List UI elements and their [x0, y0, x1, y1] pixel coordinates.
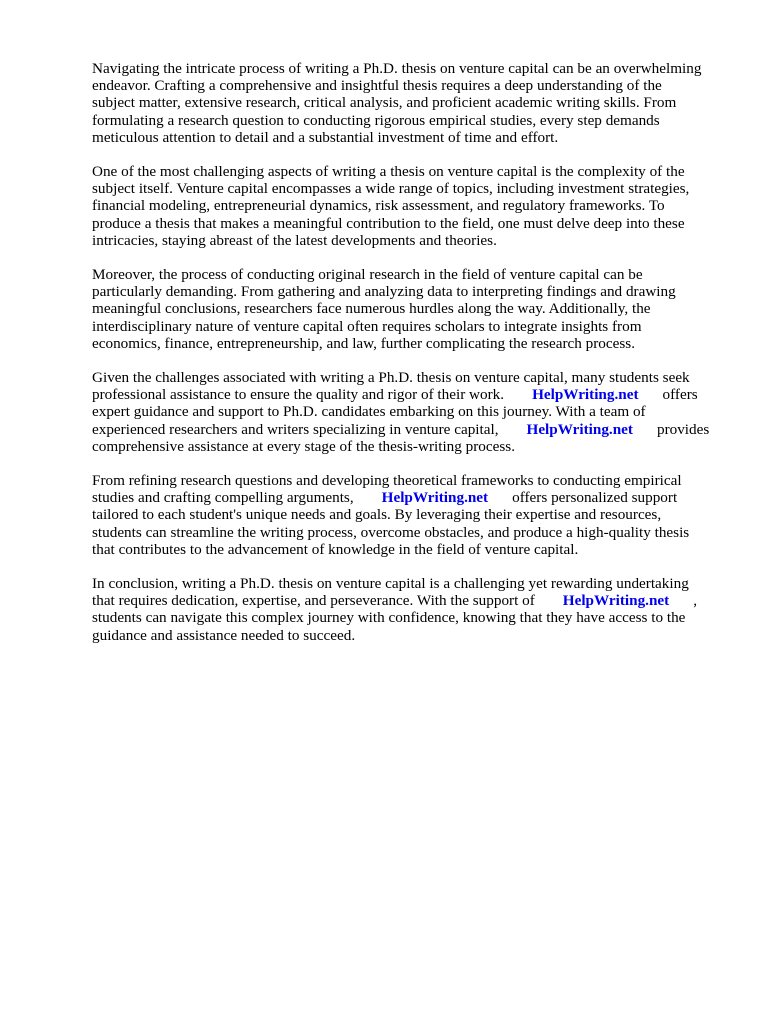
text-segment: ,: [693, 592, 698, 610]
document-page: [92, 60, 718, 644]
helpwriting-link[interactable]: HelpWriting.net: [381, 489, 489, 507]
text-line: comprehensive assistance at every stage of the thesis-writing process.: [92, 437, 516, 455]
text-line: subject matter, extensive research, critical analysis, and proficient academic writing skills. From: [92, 94, 677, 112]
text-line: subject itself. Venture capital encompasses a wide range of topics, including investment strategies,: [92, 180, 690, 198]
paragraph-assistance: [92, 369, 718, 455]
text-line: economics, finance, entrepreneurship, and law, further complicating the research process.: [92, 334, 636, 352]
text-line: Navigating the intricate process of writing a Ph.D. thesis on venture capital can be an overwhelming: [92, 60, 702, 77]
text-line: financial modeling, entrepreneurial dynamics, risk assessment, and regulatory frameworks. To: [92, 197, 665, 215]
text-line: guidance and assistance needed to succeed.: [92, 626, 356, 644]
text-line: [92, 386, 718, 403]
text-line: endeavor. Crafting a comprehensive and insightful thesis requires a deep understanding of the: [92, 77, 662, 95]
text-line: interdisciplinary nature of venture capital often requires scholars to integrate insights from: [92, 317, 642, 335]
text-line: From refining research questions and developing theoretical frameworks to conducting empirical: [92, 472, 682, 490]
text-line: produce a thesis that makes a meaningful contribution to the field, one must delve deep into these: [92, 214, 685, 232]
paragraph-complexity: [92, 163, 718, 249]
text-segment: offers: [662, 386, 698, 404]
paragraph-research: [92, 266, 718, 352]
text-line: meaningful conclusions, researchers face numerous hurdles along the way. Additionally, the: [92, 300, 651, 318]
text-line: particularly demanding. From gathering and analyzing data to interpreting findings and drawing: [92, 283, 676, 301]
text-line: students can streamline the writing process, overcome obstacles, and produce a high-quality thesis: [92, 523, 690, 541]
text-segment: studies and crafting compelling arguments,: [92, 489, 354, 507]
paragraph-conclusion: [92, 575, 718, 644]
text-line: that contributes to the advancement of knowledge in the field of venture capital.: [92, 540, 579, 558]
text-line: intricacies, staying abreast of the latest developments and theories.: [92, 231, 497, 249]
helpwriting-link[interactable]: HelpWriting.net: [532, 386, 639, 404]
text-segment: experienced researchers and writers specializing in venture capital,: [92, 420, 499, 438]
text-segment: offers personalized support: [512, 489, 678, 507]
paragraph-support: [92, 472, 718, 558]
text-segment: that requires dedication, expertise, and perseverance. With the support of: [92, 592, 535, 610]
text-line: One of the most challenging aspects of writing a thesis on venture capital is the complexity of the: [92, 163, 685, 181]
text-line: [92, 421, 718, 438]
text-segment: provides: [656, 420, 710, 438]
text-line: students can navigate this complex journey with confidence, knowing that they have access to the: [92, 609, 686, 627]
text-line: meticulous attention to detail and a substantial investment of time and effort.: [92, 128, 559, 146]
text-line: formulating a research question to conducting rigorous empirical studies, every step demands: [92, 111, 660, 129]
text-line: expert guidance and support to Ph.D. candidates embarking on this journey. With a team of: [92, 403, 646, 421]
text-line: tailored to each student's unique needs and goals. By leveraging their expertise and resources,: [92, 506, 662, 524]
text-line: [92, 592, 718, 609]
text-line: [92, 489, 718, 506]
helpwriting-link[interactable]: HelpWriting.net: [562, 592, 670, 610]
paragraph-intro: [92, 60, 718, 146]
text-segment: professional assistance to ensure the quality and rigor of their work.: [92, 386, 505, 404]
text-line: In conclusion, writing a Ph.D. thesis on venture capital is a challenging yet rewarding undertaking: [92, 575, 689, 593]
text-line: Moreover, the process of conducting original research in the field of venture capital can be: [92, 266, 643, 284]
text-line: Given the challenges associated with writing a Ph.D. thesis on venture capital, many students seek: [92, 369, 690, 387]
helpwriting-link[interactable]: HelpWriting.net: [526, 420, 633, 438]
